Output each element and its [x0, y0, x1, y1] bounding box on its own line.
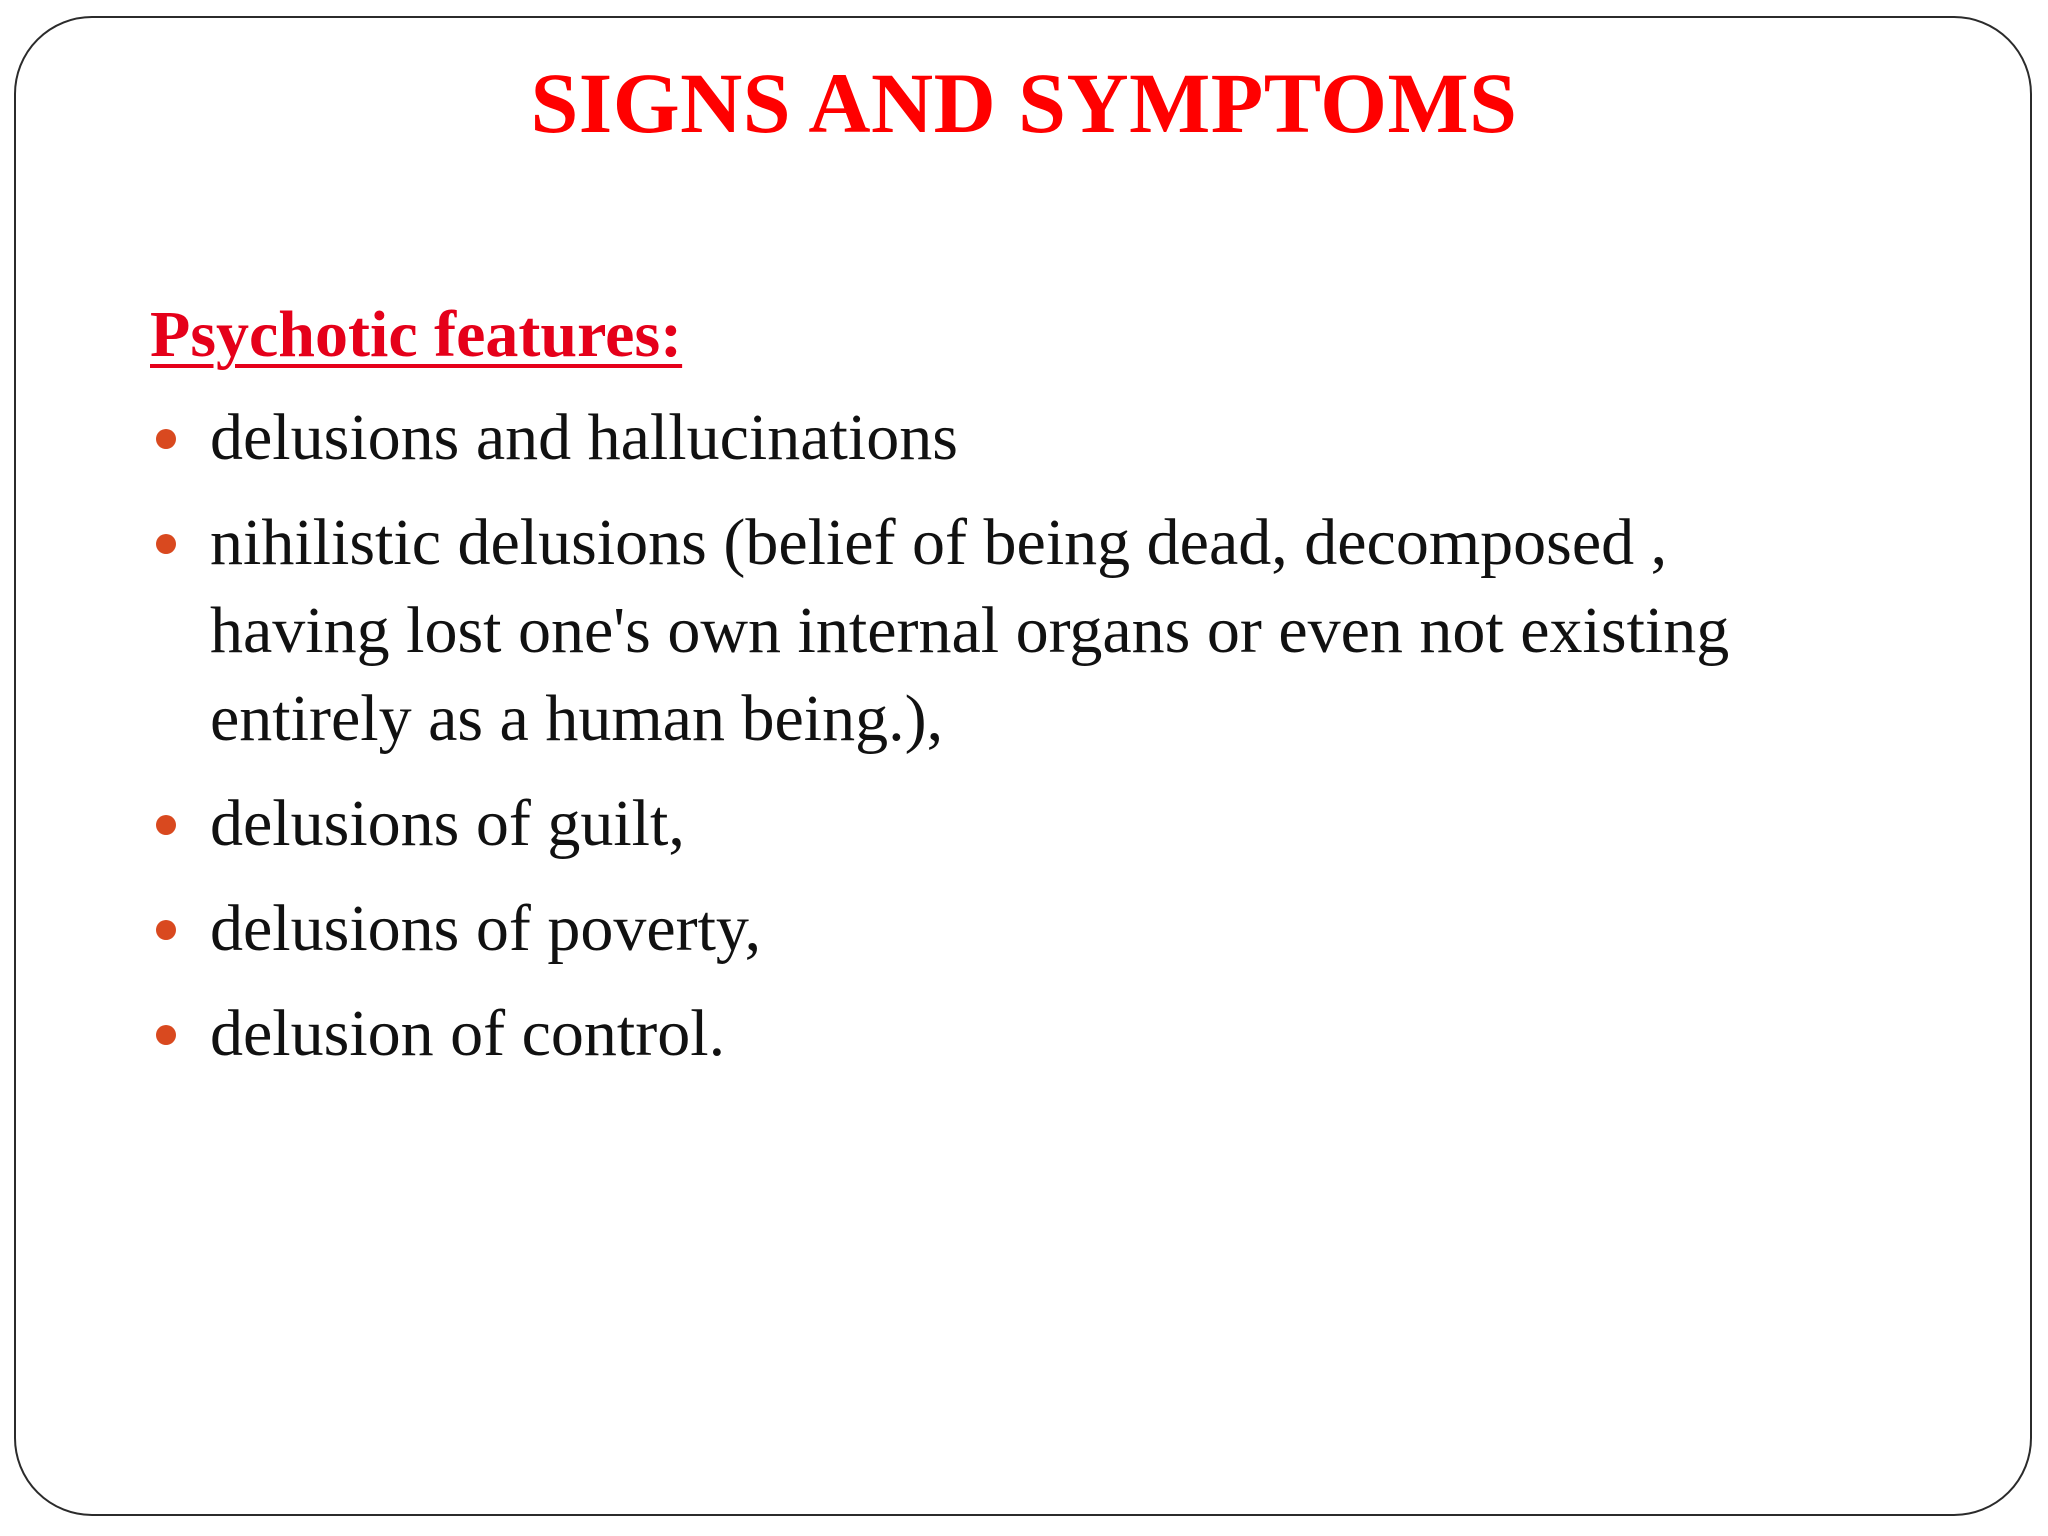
bullet-text: delusions of guilt,: [210, 787, 685, 860]
bullet-item: [150, 499, 1850, 763]
bullet-dot-icon: [156, 815, 176, 835]
bullet-item: [150, 885, 1850, 973]
bullet-item: [150, 780, 1850, 868]
bullet-text: delusions of poverty,: [210, 892, 762, 965]
subheading: Psychotic features:: [150, 298, 683, 371]
slide-title: SIGNS AND SYMPTOMS: [530, 55, 1518, 151]
bullet-item: [150, 990, 1850, 1078]
bullet-list: [150, 394, 1850, 1078]
bullet-dot-icon: [156, 534, 176, 554]
bullet-dot-icon: [156, 920, 176, 940]
bullet-dot-icon: [156, 429, 176, 449]
slide-content: [150, 290, 1850, 1095]
bullet-text: delusions and hallucinations: [210, 401, 958, 474]
bullet-text: delusion of control.: [210, 997, 726, 1070]
bullet-text: nihilistic delusions (belief of being dead, decomposed , having lost one's own internal organs or even not existing entirely as a human being.),: [210, 506, 1730, 755]
bullet-dot-icon: [156, 1025, 176, 1045]
bullet-item: [150, 394, 1850, 482]
